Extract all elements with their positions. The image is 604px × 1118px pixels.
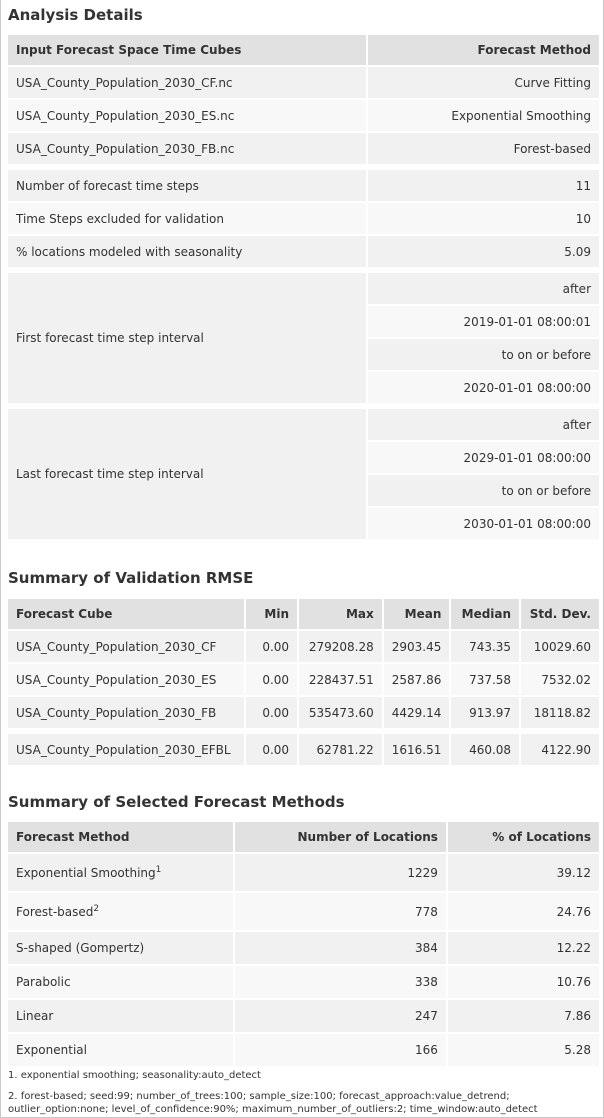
rmse-max: 535473.60: [299, 697, 382, 728]
table-row: [8, 734, 599, 765]
rmse-mean: 2587.86: [384, 664, 450, 695]
table-row: [8, 100, 599, 131]
rmse-median: 743.35: [451, 631, 519, 662]
table-row: [8, 932, 599, 964]
method-count: 1229: [235, 854, 446, 891]
rmse-cube: USA_County_Population_2030_CF: [8, 631, 244, 662]
table-row: [8, 1034, 599, 1066]
rmse-cube: USA_County_Population_2030_EFBL: [8, 734, 244, 765]
cube-method: Forest-based: [368, 133, 599, 164]
last-interval-label: Last forecast time step interval: [8, 409, 366, 539]
first-interval-label: First forecast time step interval: [8, 273, 366, 403]
stat-value: 11: [368, 170, 599, 201]
rmse-cube: USA_County_Population_2030_ES: [8, 664, 244, 695]
cube-name: USA_County_Population_2030_FB.nc: [8, 133, 366, 164]
method-name: S-shaped (Gompertz): [8, 932, 233, 964]
method-count: 247: [235, 1000, 446, 1032]
interval-value: 2029-01-01 08:00:00: [368, 442, 599, 473]
analysis-header-row: [8, 35, 599, 65]
row-gap: [8, 166, 599, 168]
rmse-mean: 4429.14: [384, 697, 450, 728]
methods-table: [6, 820, 601, 1068]
table-row: [8, 854, 599, 891]
rmse-std-dev: 18118.82: [521, 697, 599, 728]
table-row: [8, 236, 599, 267]
method-pct: 10.76: [448, 966, 599, 998]
header-num-locations: Number of Locations: [235, 822, 446, 852]
interval-value: after: [368, 409, 599, 440]
header-max: Max: [299, 599, 382, 629]
rmse-std-dev: 10029.60: [521, 631, 599, 662]
interval-value: 2030-01-01 08:00:00: [368, 508, 599, 539]
method-pct: 39.12: [448, 854, 599, 891]
footnote-marker: 2: [93, 904, 100, 914]
table-row: [8, 170, 599, 201]
rmse-min: 0.00: [246, 664, 297, 695]
header-method: Forecast Method: [8, 822, 233, 852]
interval-value: to on or before: [368, 339, 599, 370]
method-count: 166: [235, 1034, 446, 1066]
row-gap: [8, 269, 599, 271]
method-name: Exponential: [8, 1034, 233, 1066]
rmse-max: 228437.51: [299, 664, 382, 695]
cube-method: Exponential Smoothing: [368, 100, 599, 131]
header-input-cubes: Input Forecast Space Time Cubes: [8, 35, 366, 65]
method-name: Linear: [8, 1000, 233, 1032]
header-min: Min: [246, 599, 297, 629]
header-median: Median: [451, 599, 519, 629]
table-row: [8, 893, 599, 930]
header-forecast-method: Forecast Method: [368, 35, 599, 65]
rmse-max: 279208.28: [299, 631, 382, 662]
interval-value: 2019-01-01 08:00:01: [368, 306, 599, 337]
analysis-details-title: Analysis Details: [8, 6, 143, 24]
rmse-median: 913.97: [451, 697, 519, 728]
method-name: Parabolic: [8, 966, 233, 998]
cube-name: USA_County_Population_2030_ES.nc: [8, 100, 366, 131]
rmse-table: [6, 597, 601, 767]
stat-value: 5.09: [368, 236, 599, 267]
last-interval-row: [8, 409, 599, 440]
method-name: Exponential Smoothing$^1$: [8, 854, 233, 891]
method-count: 778: [235, 893, 446, 930]
rmse-mean: 2903.45: [384, 631, 450, 662]
rmse-cube: USA_County_Population_2030_FB: [8, 697, 244, 728]
stat-value: 10: [368, 203, 599, 234]
header-std-dev: Std. Dev.: [521, 599, 599, 629]
footnote-1: 1. exponential smoothing; seasonality:auto_detect: [8, 1070, 261, 1081]
table-row: [8, 631, 599, 662]
rmse-header-row: [8, 599, 599, 629]
method-pct: 7.86: [448, 1000, 599, 1032]
footnote-2: 2. forest-based; seed:99; number_of_trees:100; sample_size:100; forecast_approach:value_detrend; outlier_option:none; level_of_confidence:90%; maximum_number_of_outliers:2; time_window:auto_detect: [8, 1091, 538, 1115]
cube-name: USA_County_Population_2030_CF.nc: [8, 67, 366, 98]
interval-value: to on or before: [368, 475, 599, 506]
rmse-std-dev: 7532.02: [521, 664, 599, 695]
first-interval-row: [8, 273, 599, 304]
table-row: [8, 1000, 599, 1032]
method-pct: 12.22: [448, 932, 599, 964]
rmse-mean: 1616.51: [384, 734, 450, 765]
table-row: [8, 133, 599, 164]
interval-value: after: [368, 273, 599, 304]
header-mean: Mean: [384, 599, 450, 629]
method-count: 338: [235, 966, 446, 998]
row-gap: [8, 730, 599, 732]
interval-value: 2020-01-01 08:00:00: [368, 372, 599, 403]
stat-label: Number of forecast time steps: [8, 170, 366, 201]
table-row: [8, 67, 599, 98]
stat-label: % locations modeled with seasonality: [8, 236, 366, 267]
row-gap: [8, 405, 599, 407]
analysis-details-table: [6, 33, 601, 541]
method-count: 384: [235, 932, 446, 964]
rmse-min: 0.00: [246, 734, 297, 765]
table-row: [8, 664, 599, 695]
header-pct-locations: % of Locations: [448, 822, 599, 852]
table-row: [8, 203, 599, 234]
rmse-min: 0.00: [246, 697, 297, 728]
cube-method: Curve Fitting: [368, 67, 599, 98]
method-pct: 5.28: [448, 1034, 599, 1066]
rmse-title: Summary of Validation RMSE: [8, 569, 254, 587]
rmse-max: 62781.22: [299, 734, 382, 765]
footnote-marker: 1: [155, 865, 162, 875]
rmse-median: 460.08: [451, 734, 519, 765]
method-pct: 24.76: [448, 893, 599, 930]
method-name: Forest-based$^2$: [8, 893, 233, 930]
header-forecast-cube: Forecast Cube: [8, 599, 244, 629]
rmse-std-dev: 4122.90: [521, 734, 599, 765]
methods-title: Summary of Selected Forecast Methods: [8, 793, 345, 811]
methods-header-row: [8, 822, 599, 852]
stat-label: Time Steps excluded for validation: [8, 203, 366, 234]
table-row: [8, 697, 599, 728]
table-row: [8, 966, 599, 998]
rmse-median: 737.58: [451, 664, 519, 695]
rmse-min: 0.00: [246, 631, 297, 662]
